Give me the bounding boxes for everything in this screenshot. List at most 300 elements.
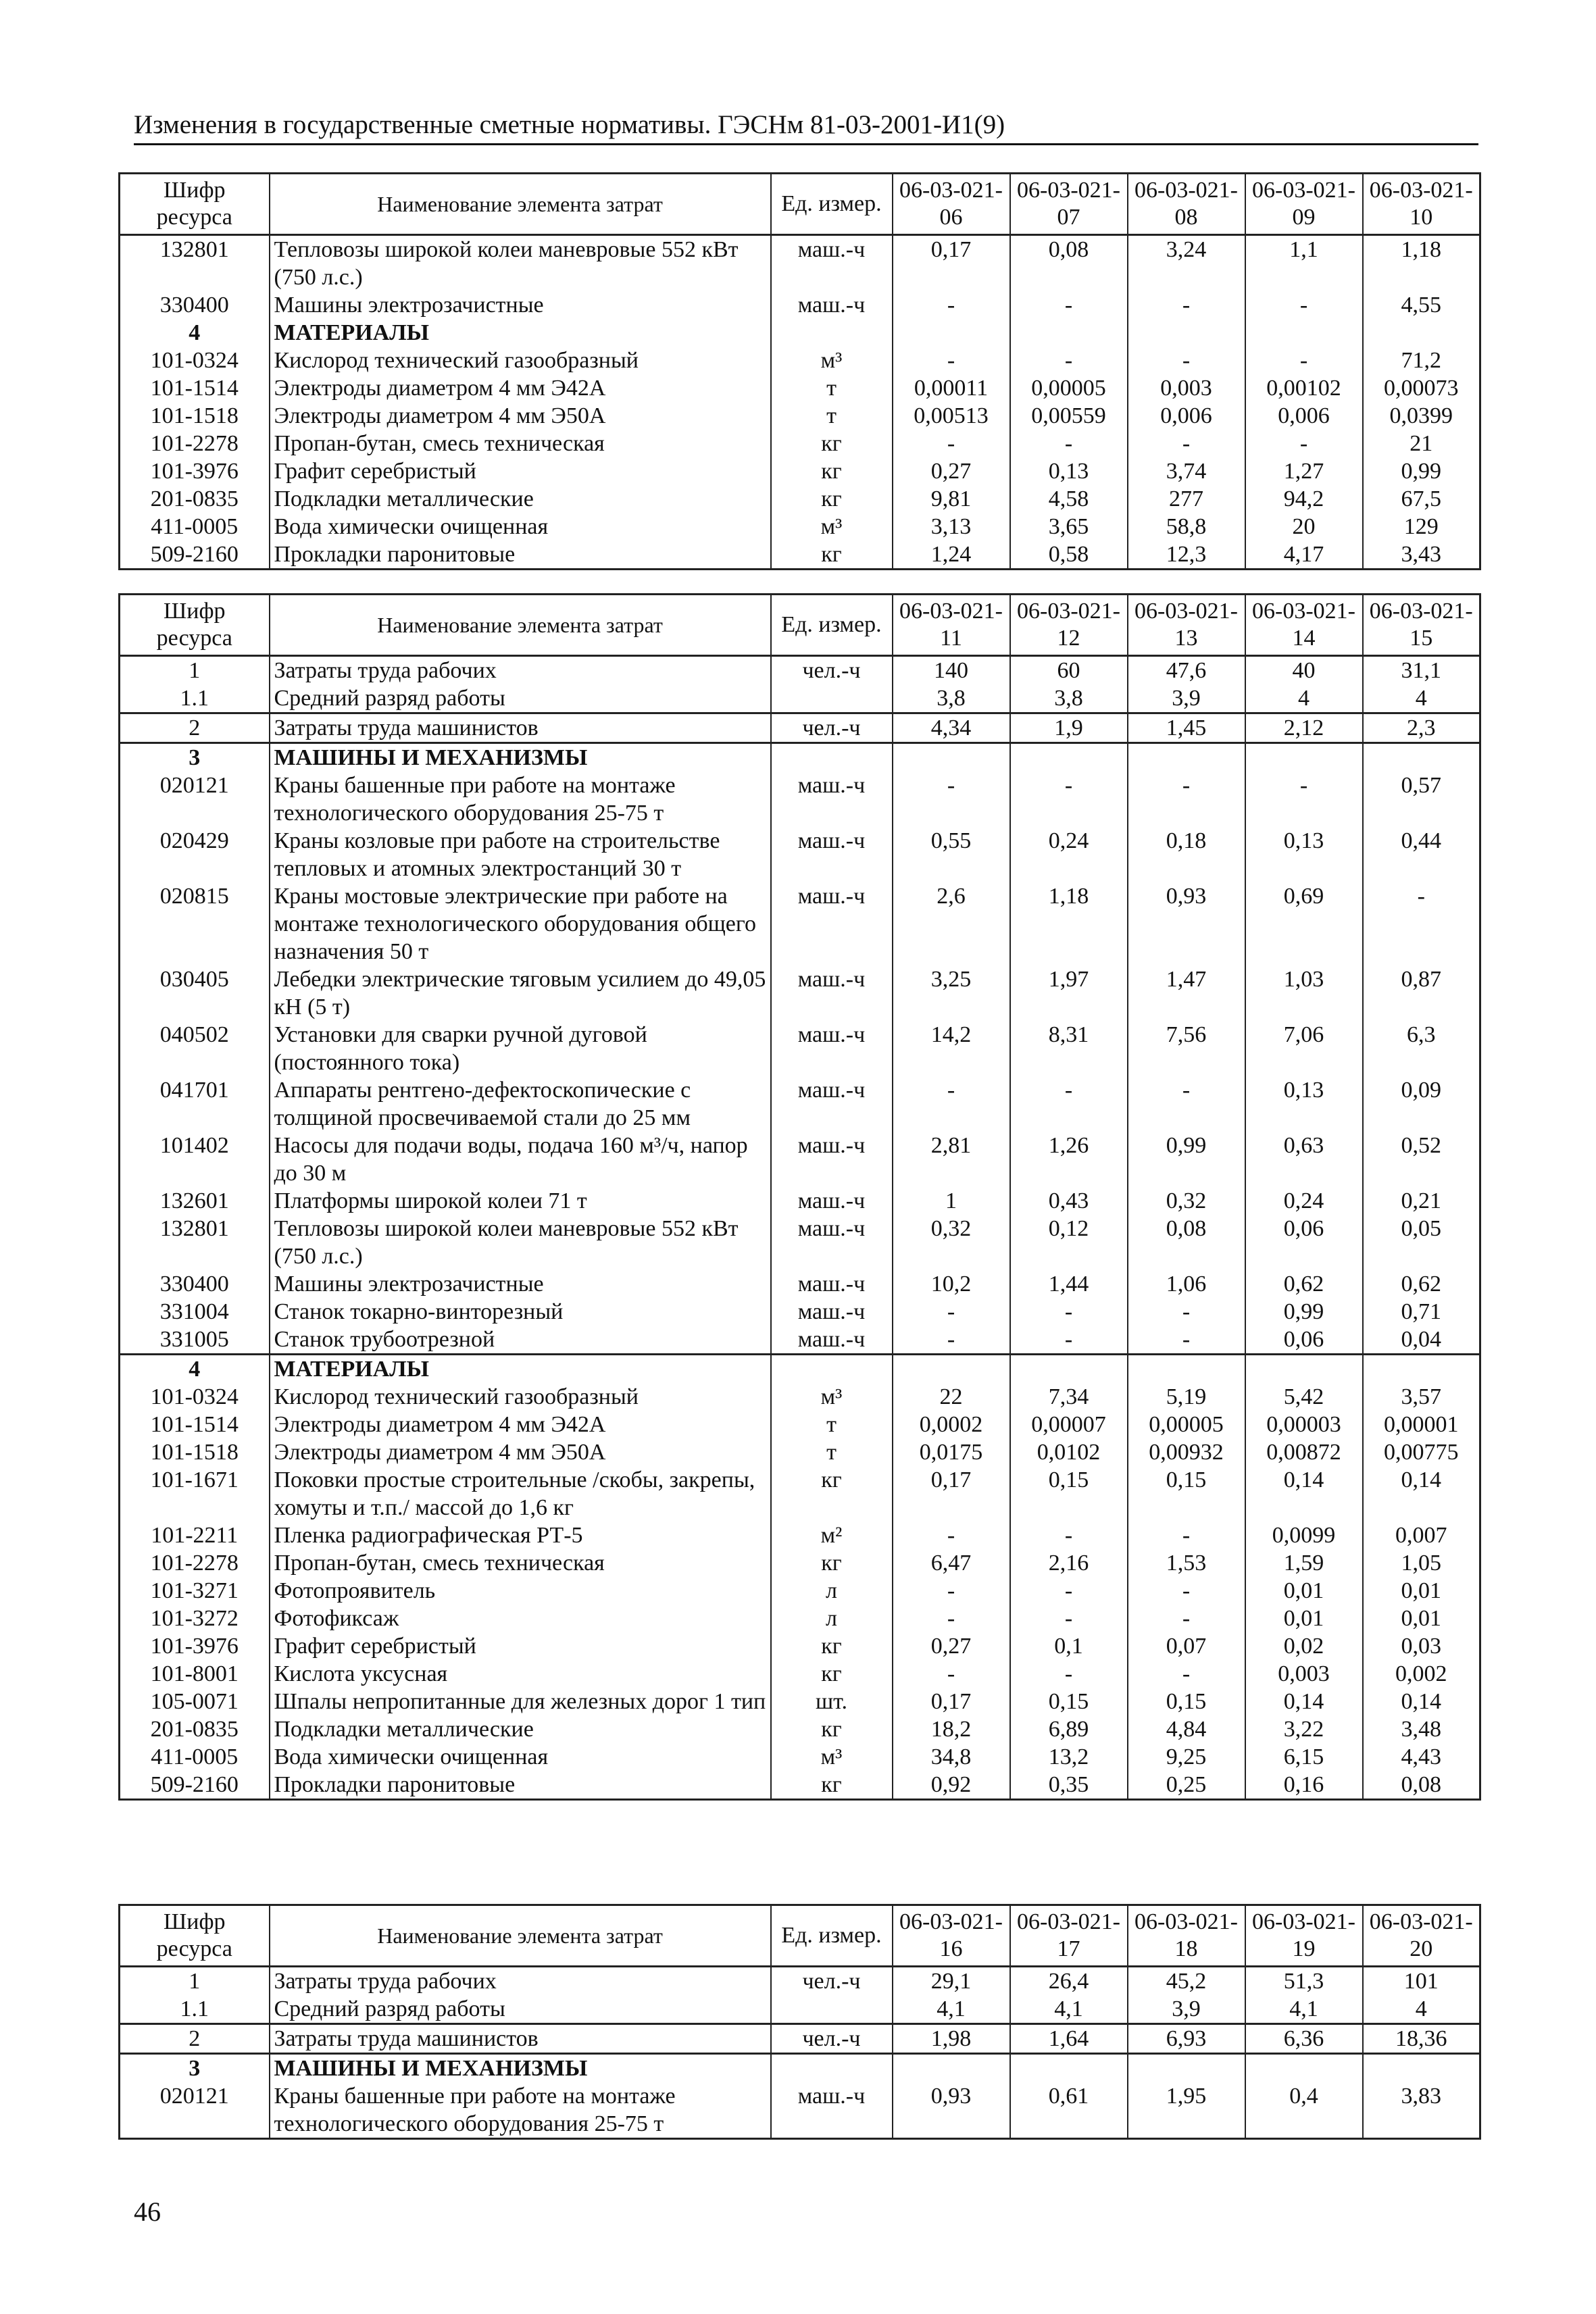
unit-cell: м³: [771, 513, 893, 540]
value-cell: -: [893, 1660, 1010, 1688]
value-cell: 40: [1245, 656, 1363, 685]
value-cell: 0,08: [1363, 1771, 1480, 1800]
unit-cell: маш.-ч: [771, 1021, 893, 1076]
resource-name-cell: Средний разряд работы: [270, 1995, 771, 2024]
value-cell: -: [893, 1076, 1010, 1132]
value-cell: 0,006: [1128, 402, 1245, 430]
value-cell: -: [893, 1577, 1010, 1605]
value-cell: 0,09: [1363, 1076, 1480, 1132]
value-cell: [893, 319, 1010, 347]
unit-cell: маш.-ч: [771, 2082, 893, 2139]
table-row: [120, 684, 1480, 713]
norm-column-header: 06-03-021-10: [1363, 174, 1480, 235]
value-cell: 0,01: [1363, 1605, 1480, 1632]
value-cell: 20: [1245, 513, 1363, 540]
value-cell: 0,27: [893, 1632, 1010, 1660]
value-cell: [1010, 319, 1128, 347]
value-cell: 18,36: [1363, 2024, 1480, 2054]
value-cell: -: [1245, 291, 1363, 319]
unit-cell: кг: [771, 485, 893, 513]
norm-column-header: 06-03-021-15: [1363, 595, 1480, 656]
resource-code-cell: 132601: [120, 1187, 270, 1215]
value-cell: 4,34: [893, 713, 1010, 743]
value-cell: 0,99: [1128, 1132, 1245, 1187]
value-cell: 29,1: [893, 1967, 1010, 1996]
value-cell: 4,1: [1245, 1995, 1363, 2024]
value-cell: 0,55: [893, 827, 1010, 882]
value-cell: 5,19: [1128, 1383, 1245, 1411]
table-row: [120, 513, 1480, 540]
value-cell: 18,2: [893, 1715, 1010, 1743]
resource-name-cell: Станок трубоотрезной: [270, 1326, 771, 1355]
value-cell: 58,8: [1128, 513, 1245, 540]
value-cell: -: [893, 291, 1010, 319]
unit-cell: маш.-ч: [771, 235, 893, 292]
value-cell: 4,1: [1010, 1995, 1128, 2024]
unit-cell: [771, 1995, 893, 2024]
unit-cell: чел.-ч: [771, 656, 893, 685]
norm-column-header: 06-03-021-13: [1128, 595, 1245, 656]
resource-name-cell: Подкладки металлические: [270, 485, 771, 513]
value-cell: -: [1010, 291, 1128, 319]
resource-name-cell: Подкладки металлические: [270, 1715, 771, 1743]
value-cell: 3,65: [1010, 513, 1128, 540]
value-cell: 0,14: [1245, 1466, 1363, 1521]
resource-code-cell: 101-2211: [120, 1521, 270, 1549]
unit-cell: л: [771, 1605, 893, 1632]
table-row: [120, 1298, 1480, 1326]
unit-cell: т: [771, 1411, 893, 1438]
resource-name-cell: Кислород технический газообразный: [270, 1383, 771, 1411]
value-cell: 2,12: [1245, 713, 1363, 743]
resource-code-cell: 1.1: [120, 684, 270, 713]
value-cell: 4,84: [1128, 1715, 1245, 1743]
value-cell: 0,15: [1010, 1688, 1128, 1715]
value-cell: -: [1010, 1521, 1128, 1549]
resource-code-cell: 101-3976: [120, 457, 270, 485]
norm-column-header: 06-03-021-07: [1010, 174, 1128, 235]
value-cell: 1,97: [1010, 965, 1128, 1021]
value-cell: 51,3: [1245, 1967, 1363, 1996]
value-cell: 1,27: [1245, 457, 1363, 485]
value-cell: 0,99: [1245, 1298, 1363, 1326]
resource-name-cell: Аппараты рентгено-дефектоскопические с толщиной просвечиваемой стали до 25 мм: [270, 1076, 771, 1132]
unit-cell: маш.-ч: [771, 1076, 893, 1132]
resource-name-cell: Тепловозы широкой колеи маневровые 552 кВт (750 л.с.): [270, 1215, 771, 1270]
value-cell: 1,59: [1245, 1549, 1363, 1577]
resource-code-cell: 331005: [120, 1326, 270, 1355]
value-cell: [1128, 1355, 1245, 1384]
value-cell: 140: [893, 656, 1010, 685]
table-row: [120, 485, 1480, 513]
value-cell: -: [1128, 1298, 1245, 1326]
value-cell: 0,00001: [1363, 1411, 1480, 1438]
value-cell: -: [1128, 430, 1245, 457]
resource-code-cell: 4: [120, 1355, 270, 1384]
value-cell: 0,32: [893, 1215, 1010, 1270]
value-cell: [1245, 1355, 1363, 1384]
value-cell: 7,56: [1128, 1021, 1245, 1076]
value-cell: 0,61: [1010, 2082, 1128, 2139]
table-row: [120, 1411, 1480, 1438]
table-row: [120, 540, 1480, 570]
name-column-header: Наименование элемента затрат: [270, 1905, 771, 1967]
table-header-row: [120, 1905, 1480, 1967]
value-cell: 9,81: [893, 485, 1010, 513]
value-cell: -: [1128, 1326, 1245, 1355]
resource-name-cell: Электроды диаметром 4 мм Э42А: [270, 374, 771, 402]
value-cell: [1245, 319, 1363, 347]
value-cell: [1363, 2054, 1480, 2083]
value-cell: 67,5: [1363, 485, 1480, 513]
unit-column-header: Ед. измер.: [771, 595, 893, 656]
resource-code-cell: 101-3272: [120, 1605, 270, 1632]
value-cell: -: [1128, 291, 1245, 319]
resource-code-cell: 101-1671: [120, 1466, 270, 1521]
value-cell: 0,24: [1010, 827, 1128, 882]
resource-name-cell: Затраты труда машинистов: [270, 2024, 771, 2054]
table-row: [120, 1076, 1480, 1132]
value-cell: 0,003: [1245, 1660, 1363, 1688]
unit-cell: чел.-ч: [771, 1967, 893, 1996]
resource-name-cell: Краны башенные при работе на монтаже технологического оборудования 25-75 т: [270, 2082, 771, 2139]
value-cell: [1363, 319, 1480, 347]
value-cell: 26,4: [1010, 1967, 1128, 1996]
resource-code-cell: 020815: [120, 882, 270, 965]
value-cell: 6,89: [1010, 1715, 1128, 1743]
table-row: [120, 1132, 1480, 1187]
norm-table: [118, 172, 1481, 570]
value-cell: 1: [893, 1187, 1010, 1215]
value-cell: 0,01: [1363, 1577, 1480, 1605]
unit-cell: шт.: [771, 1688, 893, 1715]
value-cell: 0,03: [1363, 1632, 1480, 1660]
value-cell: 7,06: [1245, 1021, 1363, 1076]
value-cell: 13,2: [1010, 1743, 1128, 1771]
table-row: [120, 235, 1480, 292]
table-row: [120, 1660, 1480, 1688]
name-column-header: Наименование элемента затрат: [270, 174, 771, 235]
resource-code-cell: 411-0005: [120, 1743, 270, 1771]
resource-name-cell: Пленка радиографическая РТ-5: [270, 1521, 771, 1549]
value-cell: 1,44: [1010, 1270, 1128, 1298]
value-cell: -: [1010, 1605, 1128, 1632]
page-header: Изменения в государственные сметные нормативы. ГЭСНм 81-03-2001-И1(9): [134, 108, 1478, 145]
value-cell: 0,01: [1245, 1577, 1363, 1605]
value-cell: -: [1010, 430, 1128, 457]
value-cell: 0,15: [1128, 1688, 1245, 1715]
value-cell: 0,21: [1363, 1187, 1480, 1215]
value-cell: [893, 1355, 1010, 1384]
value-cell: 277: [1128, 485, 1245, 513]
norm-column-header: 06-03-021-11: [893, 595, 1010, 656]
value-cell: 12,3: [1128, 540, 1245, 570]
value-cell: 7,34: [1010, 1383, 1128, 1411]
value-cell: 0,007: [1363, 1521, 1480, 1549]
unit-cell: кг: [771, 457, 893, 485]
value-cell: 101: [1363, 1967, 1480, 1996]
resource-code-cell: 101-0324: [120, 1383, 270, 1411]
value-cell: 6,36: [1245, 2024, 1363, 2054]
value-cell: 3,22: [1245, 1715, 1363, 1743]
resource-code-cell: 020121: [120, 2082, 270, 2139]
value-cell: 1,18: [1363, 235, 1480, 292]
table-row: [120, 882, 1480, 965]
value-cell: 3,8: [1010, 684, 1128, 713]
table-row: [120, 402, 1480, 430]
resource-code-cell: 101-8001: [120, 1660, 270, 1688]
value-cell: 3,57: [1363, 1383, 1480, 1411]
norm-column-header: 06-03-021-12: [1010, 595, 1128, 656]
table-row: [120, 1549, 1480, 1577]
value-cell: 1,1: [1245, 235, 1363, 292]
unit-cell: кг: [771, 1660, 893, 1688]
table-row: [120, 1187, 1480, 1215]
table-row: [120, 1326, 1480, 1355]
resource-name-cell: Электроды диаметром 4 мм Э50А: [270, 402, 771, 430]
resource-name-cell: Машины электрозачистные: [270, 291, 771, 319]
value-cell: [1245, 743, 1363, 772]
value-cell: 0,15: [1128, 1466, 1245, 1521]
unit-column-header: Ед. измер.: [771, 1905, 893, 1967]
norm-column-header: 06-03-021-20: [1363, 1905, 1480, 1967]
value-cell: 0,14: [1363, 1466, 1480, 1521]
unit-cell: чел.-ч: [771, 2024, 893, 2054]
value-cell: 22: [893, 1383, 1010, 1411]
value-cell: 3,24: [1128, 235, 1245, 292]
unit-cell: м³: [771, 1743, 893, 1771]
resource-code-cell: 132801: [120, 1215, 270, 1270]
value-cell: -: [1128, 1605, 1245, 1632]
value-cell: [893, 743, 1010, 772]
resource-code-cell: 1: [120, 1967, 270, 1996]
value-cell: 4: [1245, 684, 1363, 713]
resource-name-cell: Кислород технический газообразный: [270, 347, 771, 374]
table-row: [120, 1577, 1480, 1605]
unit-cell: кг: [771, 1632, 893, 1660]
value-cell: 4,17: [1245, 540, 1363, 570]
value-cell: 0,04: [1363, 1326, 1480, 1355]
unit-cell: кг: [771, 1466, 893, 1521]
value-cell: -: [1128, 1577, 1245, 1605]
value-cell: 45,2: [1128, 1967, 1245, 1996]
value-cell: 0,99: [1363, 457, 1480, 485]
value-cell: 6,3: [1363, 1021, 1480, 1076]
table-row: [120, 2082, 1480, 2139]
value-cell: [1128, 743, 1245, 772]
value-cell: 0,00775: [1363, 1438, 1480, 1466]
value-cell: 3,48: [1363, 1715, 1480, 1743]
unit-cell: [771, 2054, 893, 2083]
value-cell: 0,27: [893, 457, 1010, 485]
table-row: [120, 347, 1480, 374]
value-cell: 0,00005: [1010, 374, 1128, 402]
value-cell: 14,2: [893, 1021, 1010, 1076]
table-row: [120, 1688, 1480, 1715]
unit-cell: маш.-ч: [771, 291, 893, 319]
resource-code-cell: 2: [120, 2024, 270, 2054]
value-cell: 0,00872: [1245, 1438, 1363, 1466]
page-number: 46: [134, 2196, 161, 2227]
value-cell: 0,13: [1245, 827, 1363, 882]
unit-cell: маш.-ч: [771, 827, 893, 882]
value-cell: [893, 2054, 1010, 2083]
resource-name-cell: Шпалы непропитанные для железных дорог 1 тип: [270, 1688, 771, 1715]
table-row: [120, 1215, 1480, 1270]
value-cell: 0,25: [1128, 1771, 1245, 1800]
table-row: [120, 1967, 1480, 1996]
unit-cell: кг: [771, 1771, 893, 1800]
unit-cell: маш.-ч: [771, 772, 893, 827]
resource-name-cell: Фотопроявитель: [270, 1577, 771, 1605]
value-cell: 5,42: [1245, 1383, 1363, 1411]
resource-code-cell: 101-0324: [120, 347, 270, 374]
value-cell: -: [1128, 772, 1245, 827]
value-cell: 4,1: [893, 1995, 1010, 2024]
value-cell: 0,00007: [1010, 1411, 1128, 1438]
resource-name-cell: Машины электрозачистные: [270, 1270, 771, 1298]
resource-code-cell: 101-3976: [120, 1632, 270, 1660]
table-row: [120, 1771, 1480, 1800]
norm-table: [118, 1904, 1481, 2140]
resource-code-cell: 040502: [120, 1021, 270, 1076]
value-cell: 3,9: [1128, 684, 1245, 713]
resource-code-cell: 101-1518: [120, 1438, 270, 1466]
name-column-header: Наименование элемента затрат: [270, 595, 771, 656]
value-cell: -: [1010, 1577, 1128, 1605]
value-cell: 3,9: [1128, 1995, 1245, 2024]
resource-name-cell: Графит серебристый: [270, 457, 771, 485]
unit-cell: кг: [771, 1715, 893, 1743]
value-cell: 1,95: [1128, 2082, 1245, 2139]
value-cell: [1363, 743, 1480, 772]
resource-code-cell: 331004: [120, 1298, 270, 1326]
resource-name-cell: МАТЕРИАЛЫ: [270, 319, 771, 347]
value-cell: 1,06: [1128, 1270, 1245, 1298]
value-cell: -: [893, 1605, 1010, 1632]
value-cell: 0,15: [1010, 1466, 1128, 1521]
value-cell: 0,13: [1245, 1076, 1363, 1132]
value-cell: 3,25: [893, 965, 1010, 1021]
value-cell: 0,17: [893, 1466, 1010, 1521]
resource-code-cell: 2: [120, 713, 270, 743]
value-cell: [1010, 743, 1128, 772]
value-cell: 0,69: [1245, 882, 1363, 965]
value-cell: 0,63: [1245, 1132, 1363, 1187]
value-cell: 0,01: [1245, 1605, 1363, 1632]
value-cell: -: [893, 1326, 1010, 1355]
unit-cell: [771, 1355, 893, 1384]
resource-code-cell: 101-1514: [120, 1411, 270, 1438]
value-cell: 3,83: [1363, 2082, 1480, 2139]
unit-cell: [771, 684, 893, 713]
resource-name-cell: Вода химически очищенная: [270, 1743, 771, 1771]
table-row: [120, 1632, 1480, 1660]
resource-name-cell: Затраты труда рабочих: [270, 656, 771, 685]
value-cell: 0,002: [1363, 1660, 1480, 1688]
norm-column-header: 06-03-021-09: [1245, 174, 1363, 235]
value-cell: 0,0002: [893, 1411, 1010, 1438]
value-cell: 1,45: [1128, 713, 1245, 743]
norm-table-block-2: [118, 593, 1479, 1801]
unit-cell: маш.-ч: [771, 1187, 893, 1215]
value-cell: 1,64: [1010, 2024, 1128, 2054]
value-cell: 6,15: [1245, 1743, 1363, 1771]
table-row: [120, 713, 1480, 743]
resource-code-cell: 330400: [120, 291, 270, 319]
norm-column-header: 06-03-021-08: [1128, 174, 1245, 235]
resource-code-cell: 509-2160: [120, 1771, 270, 1800]
value-cell: -: [1128, 347, 1245, 374]
value-cell: 2,6: [893, 882, 1010, 965]
table-row: [120, 457, 1480, 485]
resource-code-cell: 4: [120, 319, 270, 347]
value-cell: 0,57: [1363, 772, 1480, 827]
resource-code-cell: 411-0005: [120, 513, 270, 540]
value-cell: 1,05: [1363, 1549, 1480, 1577]
value-cell: [1245, 2054, 1363, 2083]
section-row: [120, 2054, 1480, 2083]
value-cell: 3,8: [893, 684, 1010, 713]
resource-code-cell: 3: [120, 2054, 270, 2083]
table-row: [120, 1438, 1480, 1466]
value-cell: [1128, 319, 1245, 347]
resource-name-cell: Лебедки электрические тяговым усилием до 49,05 кН (5 т): [270, 965, 771, 1021]
resource-code-cell: 509-2160: [120, 540, 270, 570]
value-cell: -: [1010, 347, 1128, 374]
value-cell: 3,13: [893, 513, 1010, 540]
table-row: [120, 430, 1480, 457]
table-row: [120, 1270, 1480, 1298]
value-cell: -: [893, 347, 1010, 374]
resource-name-cell: Пропан-бутан, смесь техническая: [270, 430, 771, 457]
value-cell: 0,00932: [1128, 1438, 1245, 1466]
norm-table-block-3: [118, 1904, 1479, 2140]
value-cell: 3,43: [1363, 540, 1480, 570]
resource-code-cell: 101-2278: [120, 430, 270, 457]
unit-cell: т: [771, 374, 893, 402]
value-cell: -: [893, 1298, 1010, 1326]
value-cell: 0,00073: [1363, 374, 1480, 402]
resource-name-cell: Краны башенные при работе на монтаже технологического оборудования 25-75 т: [270, 772, 771, 827]
value-cell: 0,006: [1245, 402, 1363, 430]
resource-name-cell: Пропан-бутан, смесь техническая: [270, 1549, 771, 1577]
value-cell: 0,02: [1245, 1632, 1363, 1660]
unit-cell: [771, 743, 893, 772]
unit-cell: кг: [771, 540, 893, 570]
value-cell: 0,14: [1363, 1688, 1480, 1715]
value-cell: 0,52: [1363, 1132, 1480, 1187]
value-cell: 0,07: [1128, 1632, 1245, 1660]
resource-code-cell: 201-0835: [120, 485, 270, 513]
value-cell: -: [1245, 772, 1363, 827]
value-cell: 0,1: [1010, 1632, 1128, 1660]
norm-column-header: 06-03-021-14: [1245, 595, 1363, 656]
value-cell: -: [1010, 1660, 1128, 1688]
table-row: [120, 1521, 1480, 1549]
value-cell: 6,93: [1128, 2024, 1245, 2054]
value-cell: 0,0399: [1363, 402, 1480, 430]
value-cell: 47,6: [1128, 656, 1245, 685]
resource-name-cell: Тепловозы широкой колеи маневровые 552 кВт (750 л.с.): [270, 235, 771, 292]
value-cell: -: [893, 1521, 1010, 1549]
value-cell: 4,43: [1363, 1743, 1480, 1771]
value-cell: 0,00011: [893, 374, 1010, 402]
table-row: [120, 1383, 1480, 1411]
unit-cell: маш.-ч: [771, 965, 893, 1021]
table-row: [120, 1466, 1480, 1521]
value-cell: -: [1245, 347, 1363, 374]
